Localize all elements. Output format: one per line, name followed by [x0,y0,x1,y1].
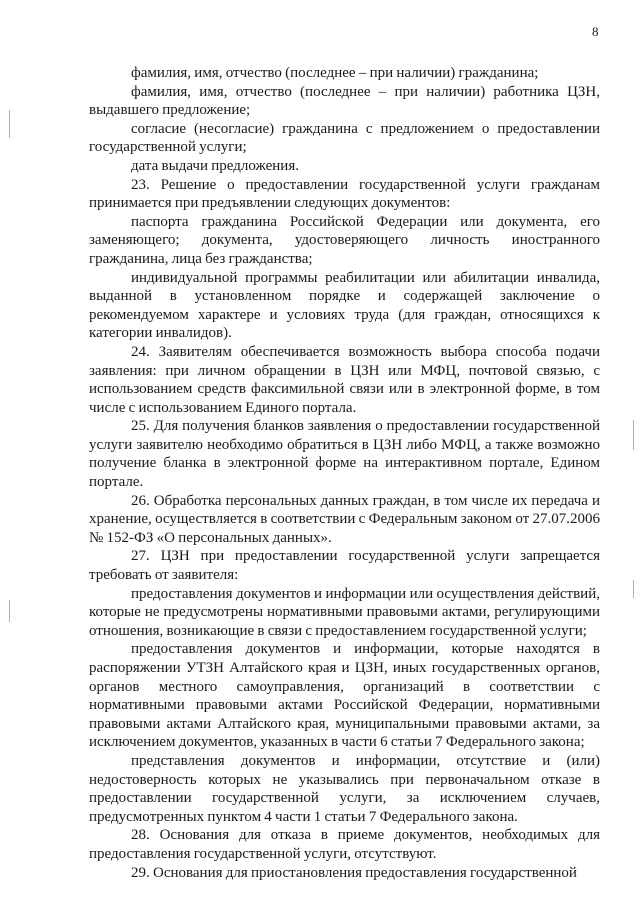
paragraph: дата выдачи предложения. [131,157,299,174]
paragraph: паспорта гражданина Российской Федерации или документа, его заменяющего; документа, удостоверяющего личность иностранного гражданина, лица без гражданства; [89,213,600,267]
paragraph: фамилия, имя, отчество (последнее – при наличии) гражданина; [131,65,539,81]
document-body [89,64,600,882]
paragraph: 27. ЦЗН при предоставлении государственной услуги запрещается требовать от заявителя: [89,548,600,584]
page-number: 8 [592,24,599,39]
paragraph: индивидуальной программы реабилитации или абилитации инвалида, выданной в установленном порядке и содержащей заключение о рекомендуемом характере и условиях труда (для граждан, относящихся к категории инвалидов). [89,269,600,342]
scan-mark [9,600,10,622]
paragraph: представления документов и информации, отсутствие и (или) недостоверность которых не указывались при первоначальном отказе в предоставлении государственной услуги, за исключением случаев, предусмотренных пунктом 4 части 1 статьи 7 Федерального закона. [89,752,600,825]
paragraph: 23. Решение о предоставлении государственной услуги гражданам принимается при предъявлении следующих документов: [89,176,600,212]
paragraph: согласие (несогласие) гражданина с предложением о предоставлении государственной услуги; [89,120,600,156]
paragraph: предоставления документов и информации или осуществления действий, которые не предусмотрены нормативными правовыми актами, регулирующими отношения, возникающие в связи с предоставлением государственной услуги; [89,585,600,639]
scan-mark [633,420,634,450]
scan-mark [633,580,634,598]
paragraph: предоставления документов и информации, которые находятся в распоряжении УТЗН Алтайского края и ЦЗН, иных государственных органов, органов местного самоуправления, организаций в соответствии с нормативными правовыми актами Российской Федерации, нормативными правовыми актами Алтайского края, муниципальными правовыми актами, за исключением документов, указанных в части 6 статьи 7 Федерального закона; [89,641,600,751]
paragraph: 29. Основания для приостановления предоставления государственной [131,864,577,881]
paragraph: 25. Для получения бланков заявления о предоставлении государственной услуги заявителю необходимо обратиться в ЦЗН либо МФЦ, а также возможно получение бланка в электронной форме на интерактивном портале, Едином портале. [89,418,600,491]
paragraph: 28. Основания для отказа в приеме документов, необходимых для предоставления государственной услуги, отсутствуют. [89,827,600,862]
paragraph: 24. Заявителям обеспечивается возможность выбора способа подачи заявления: при личном обращении в ЦЗН или МФЦ, почтовой связью, с использованием средств факсимильной связи или в электронной форме, в том числе с использованием Единого портала. [89,343,600,416]
paragraph: 26. Обработка персональных данных граждан, в том числе их передача и хранение, осуществляется в соответствии с Федеральным законом от 27.07.2006 № 152-ФЗ «О персональных данных». [89,492,600,546]
scan-mark [9,110,10,138]
paragraph: фамилия, имя, отчество (последнее – при наличии) работника ЦЗН, выдавшего предложение; [89,83,600,119]
